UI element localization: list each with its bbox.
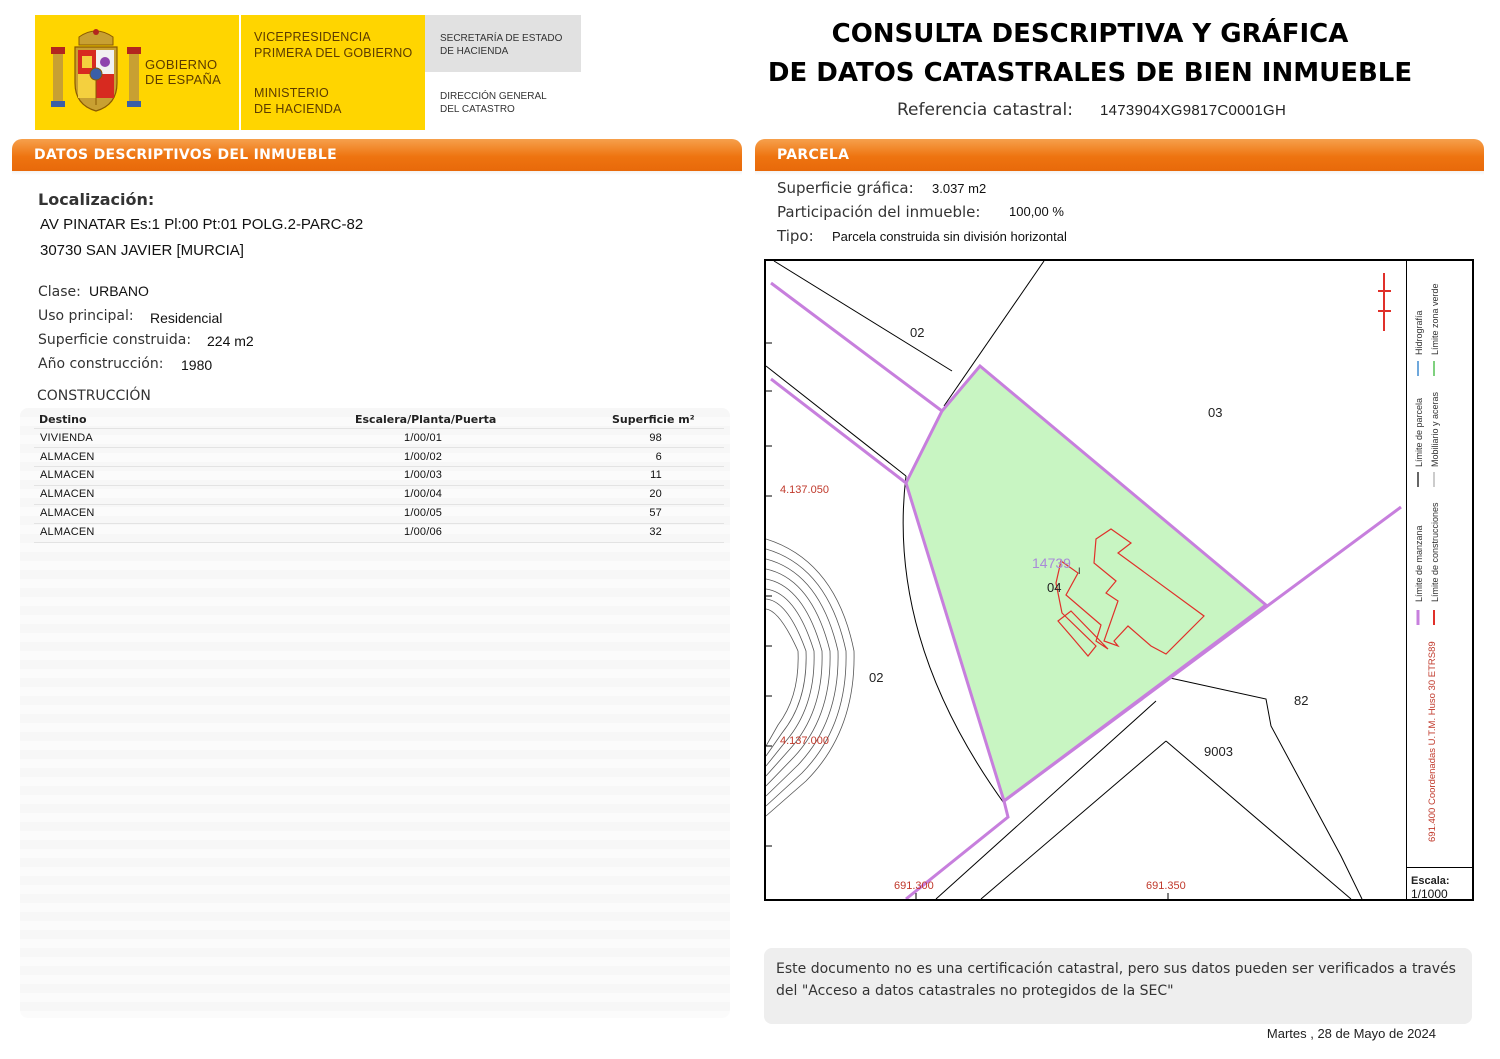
- legend-bottom-separator: [1406, 867, 1472, 868]
- map-legend: [1407, 262, 1472, 866]
- cell-destino: ALMACEN: [40, 488, 95, 500]
- cell-superficie: 11: [650, 469, 662, 481]
- gov-line-2: DE ESPAÑA: [145, 72, 222, 87]
- section-bar-datos: [12, 139, 742, 171]
- coord-x-691350: 691.350: [1146, 880, 1186, 892]
- notice-text: Este documento no es una certificación catastral, pero sus datos pueden ser verificados a través del "Acceso a datos catastrales no protegidos de la SEC": [776, 961, 1456, 999]
- gov-line-1: GOBIERNO: [145, 57, 218, 72]
- parcel-map-drawing[interactable]: [766, 261, 1406, 899]
- coord-x-691300: 691.300: [894, 880, 934, 892]
- tipo-label: Tipo:: [777, 227, 814, 245]
- dir-line-2: DEL CATASTRO: [440, 104, 515, 115]
- participacion-value: 100,00 %: [1009, 204, 1064, 219]
- direccion-general-label: [440, 90, 580, 116]
- col-destino: Destino: [39, 413, 87, 426]
- referencia-value: 1473904XG9817C0001GH: [1100, 102, 1287, 119]
- map-label-04: 04: [1047, 580, 1062, 595]
- min-line-1: MINISTERIO: [254, 86, 329, 100]
- legend-zona-verde: Límite zona verde: [1430, 283, 1440, 355]
- cell-destino: ALMACEN: [40, 451, 95, 463]
- legend-limite-parcela: Límite de parcela: [1414, 397, 1424, 467]
- cell-superficie: 98: [649, 432, 662, 444]
- map-label-9003: 9003: [1204, 744, 1233, 759]
- section-title-datos: DATOS DESCRIPTIVOS DEL INMUEBLE: [34, 147, 337, 163]
- vice-line-2: PRIMERA DEL GOBIERNO: [254, 46, 413, 60]
- section-bar-parcela: [755, 139, 1484, 171]
- dir-line-1: DIRECCIÓN GENERAL: [440, 91, 547, 102]
- logo-divider: [239, 15, 241, 130]
- cell-destino: VIVIENDA: [40, 432, 93, 444]
- table-row-divider: [34, 447, 724, 448]
- document-date: Martes , 28 de Mayo de 2024: [1266, 1026, 1436, 1041]
- superficie-construida-value: 224 m2: [207, 333, 254, 349]
- title-line-2: DE DATOS CATASTRALES DE BIEN INMUEBLE: [767, 58, 1413, 88]
- government-logo: [35, 15, 425, 130]
- coord-y-4137000: 4.137.000: [780, 735, 829, 747]
- map-label-ref-small: I: [1078, 566, 1081, 576]
- localizacion-line-1: AV PINATAR Es:1 Pl:00 Pt:01 POLG.2-PARC-82: [40, 216, 364, 233]
- cell-escalera: 1/00/05: [404, 507, 443, 519]
- legend-mobiliario: Mobiliario y aceras: [1430, 391, 1440, 467]
- coord-y-4137050: 4.137.050: [780, 484, 829, 496]
- col-escalera: Escalera/Planta/Puerta: [355, 413, 497, 426]
- uso-principal-value: Residencial: [150, 310, 223, 326]
- table-row-divider: [34, 523, 724, 524]
- map-label-82: 82: [1294, 693, 1309, 708]
- vicepresidencia-label: [254, 29, 424, 61]
- sec-line-2: DE HACIENDA: [440, 46, 509, 57]
- cell-superficie: 32: [649, 526, 662, 538]
- gobierno-espana-label: [145, 57, 240, 87]
- clase-value: URBANO: [89, 283, 149, 299]
- vice-line-1: VICEPRESIDENCIA: [254, 30, 371, 44]
- cell-destino: ALMACEN: [40, 526, 95, 538]
- map-label-02-top: 02: [910, 325, 925, 340]
- escala-label: Escala:: [1411, 875, 1450, 887]
- cell-escalera: 1/00/03: [404, 469, 443, 481]
- cell-destino: ALMACEN: [40, 507, 95, 519]
- escala-value: 1/1000: [1411, 887, 1448, 901]
- anio-construccion-label: Año construcción:: [38, 356, 164, 372]
- map-label-03: 03: [1208, 405, 1223, 420]
- contour-lines: [766, 539, 854, 816]
- secretaria-label: [440, 32, 580, 58]
- sec-map-mark-icon: [1378, 273, 1391, 331]
- table-row-divider: [34, 466, 724, 467]
- sec-line-1: SECRETARÍA DE ESTADO: [440, 33, 563, 44]
- document-title: [760, 15, 1420, 93]
- table-row-divider: [34, 428, 724, 429]
- clase-label: Clase:: [38, 284, 81, 300]
- cell-escalera: 1/00/01: [404, 432, 443, 444]
- superficie-construida-label: Superficie construida:: [38, 332, 192, 348]
- coat-of-arms-icon: [49, 27, 143, 115]
- map-label-02-left: 02: [869, 670, 884, 685]
- ministerio-label: [254, 85, 424, 117]
- referencia-label: Referencia catastral:: [897, 100, 1073, 120]
- cell-superficie: 6: [655, 451, 662, 463]
- table-row-divider: [34, 504, 724, 505]
- col-superficie: Superficie m²: [612, 413, 695, 426]
- localizacion-line-2: 30730 SAN JAVIER [MURCIA]: [40, 242, 244, 259]
- participacion-label: Participación del inmueble:: [777, 203, 981, 221]
- map-label-ref-partial: 14739: [1032, 555, 1071, 571]
- title-line-1: CONSULTA DESCRIPTIVA Y GRÁFICA: [831, 19, 1349, 49]
- superficie-grafica-label: Superficie gráfica:: [777, 179, 914, 197]
- anio-construccion-value: 1980: [181, 357, 213, 373]
- superficie-grafica-value: 3.037 m2: [932, 181, 987, 196]
- cell-superficie: 20: [649, 488, 662, 500]
- cell-escalera: 1/00/02: [404, 451, 443, 463]
- legend-coordinates: 691.400 Coordenadas U.T.M. Huso 30 ETRS89: [1427, 641, 1438, 842]
- tipo-value: Parcela construida sin división horizontal: [832, 229, 1067, 244]
- cell-escalera: 1/00/04: [404, 488, 443, 500]
- min-line-2: DE HACIENDA: [254, 102, 342, 116]
- cell-escalera: 1/00/06: [404, 526, 443, 538]
- table-row-divider: [34, 542, 724, 543]
- uso-principal-label: Uso principal:: [38, 308, 134, 324]
- construccion-title: CONSTRUCCIÓN: [37, 388, 151, 404]
- parcel-polygon[interactable]: [906, 366, 1266, 801]
- section-title-parcela: PARCELA: [777, 147, 850, 163]
- cell-superficie: 57: [649, 507, 662, 519]
- legend-limite-manzana: Límite de manzana: [1414, 525, 1424, 602]
- cell-destino: ALMACEN: [40, 469, 95, 481]
- table-row-divider: [34, 485, 724, 486]
- legend-hidrografia: Hidrografía: [1414, 310, 1424, 355]
- legend-limite-construcciones: Límite de construcciones: [1430, 502, 1440, 602]
- localizacion-label: Localización:: [38, 190, 155, 209]
